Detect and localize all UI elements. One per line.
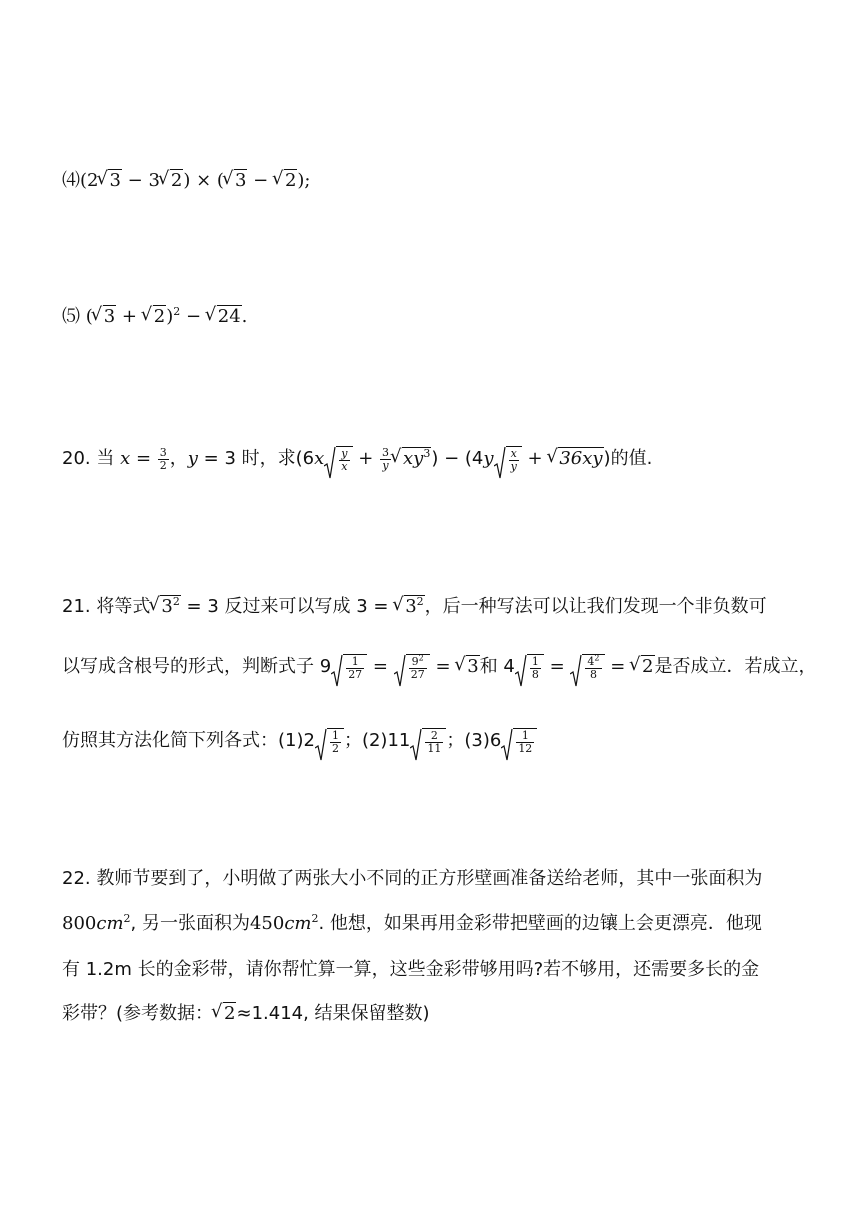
q21-sqrt-1-8: $\frac{1}{8}$ bbox=[515, 654, 544, 680]
q4-minus2: − bbox=[247, 170, 274, 191]
q21-sqrt-4sq-8: $\frac{4^2}{8}$ bbox=[570, 654, 604, 680]
q21-sqrt-1-27: $\frac{1}{27}$ bbox=[331, 654, 367, 680]
q5-close: ) bbox=[166, 306, 174, 327]
q20-plus: + bbox=[352, 448, 380, 470]
q5-plus: + bbox=[116, 306, 143, 327]
q4-sqrt2: √ 2 bbox=[160, 172, 183, 190]
q5-open: ( bbox=[80, 306, 93, 327]
question-22-line3 bbox=[62, 961, 759, 979]
q4-sqrt3b: √ 3 bbox=[224, 172, 247, 190]
q22-450: 450 bbox=[249, 913, 285, 934]
q5-sqrt24: √ 24 bbox=[207, 308, 242, 326]
question-22-line1 bbox=[62, 870, 762, 888]
q21-l3-a: 仿照其方法化简下列各式：(1)2 bbox=[62, 730, 315, 752]
q20-sqrt-xy3: √ $xy^3$ bbox=[392, 450, 431, 468]
q5-end: . bbox=[241, 306, 248, 327]
q22-l4-a: 彩带？(参考数据： bbox=[62, 1003, 214, 1024]
q20-x-fraction: $\frac{3}{2}$ bbox=[159, 446, 167, 472]
q5-sqrt3: √ 3 bbox=[93, 308, 116, 326]
q4-minus: − 3 bbox=[121, 170, 160, 191]
q4-sqrt2b: √ 2 bbox=[274, 172, 297, 190]
question-4 bbox=[62, 172, 310, 190]
q22-unit2: cm bbox=[284, 913, 312, 934]
q20-sqrt-frac3: $\frac{x}{y}$ bbox=[494, 446, 522, 472]
q4-close-times: ) × bbox=[183, 170, 212, 191]
q21-eq4: = bbox=[604, 656, 632, 678]
q4-label: ⑷ bbox=[62, 170, 80, 191]
question-21-line2 bbox=[62, 654, 817, 680]
q20-mid: ) − (4 bbox=[431, 448, 484, 470]
q20-sqrt-frac1: $\frac{y}{x}$ bbox=[324, 446, 352, 472]
question-21-line1 bbox=[62, 595, 767, 617]
question-5 bbox=[62, 305, 248, 327]
q21-sqrt3: √ 3 bbox=[456, 658, 479, 676]
q22-l2-b: , 另一张面积为 bbox=[130, 913, 250, 934]
q21-l1-b: = 3 反过来可以写成 3 = bbox=[180, 596, 395, 617]
q21-sqrt-2-11: $\frac{2}{11}$ bbox=[410, 728, 446, 754]
q20-x2: x bbox=[314, 448, 325, 470]
q21-eq1: = bbox=[367, 656, 394, 678]
q21-l3-c: ；(3)6 bbox=[446, 730, 502, 752]
q5-minus: − bbox=[180, 306, 207, 327]
q21-l1-c: ，后一种写法可以让我们发现一个非负数可 bbox=[424, 596, 767, 617]
q22-l1: 22. 教师节要到了，小明做了两张大小不同的正方形壁画准备送给老师，其中一张面积为 bbox=[62, 868, 763, 889]
q21-eq3: = bbox=[543, 656, 571, 678]
q20-x: x bbox=[120, 448, 131, 470]
q21-eq2: = bbox=[429, 656, 457, 678]
q20-eq: = bbox=[130, 448, 157, 470]
q21-sqrt-1-2: $\frac{1}{2}$ bbox=[315, 728, 344, 754]
q20-plus2: + bbox=[521, 448, 549, 470]
q21-sqrt-9sq-27: $\frac{9^2}{27}$ bbox=[394, 654, 430, 680]
q22-sqrt2: √ 2 bbox=[213, 1005, 236, 1023]
q20-number: 20. 当 bbox=[62, 448, 121, 470]
q5-sqrt2: √ 2 bbox=[143, 308, 166, 326]
q22-l4-b: ≈1.414, 结果保留整数) bbox=[236, 1003, 430, 1024]
q20-y2: y bbox=[483, 448, 494, 470]
q21-and: 和 4 bbox=[479, 656, 515, 678]
q21-l3-b: ；(2)11 bbox=[343, 730, 411, 752]
question-21-line3 bbox=[62, 728, 537, 754]
q20-eq2: = 3 时，求(6 bbox=[197, 448, 315, 470]
q20-sep: ， bbox=[169, 448, 188, 470]
q21-sqrt-1-12: $\frac{1}{12}$ bbox=[501, 728, 537, 754]
q20-frac2: $\frac{3}{y}$ bbox=[382, 446, 390, 472]
q21-l1-a: 21. 将等式 bbox=[62, 596, 151, 617]
q4-sqrt3: √ 3 bbox=[98, 172, 121, 190]
q5-square: 2 bbox=[173, 305, 181, 318]
q22-800: 800 bbox=[62, 913, 97, 934]
q20-end: )的值. bbox=[603, 448, 653, 470]
q21-l2-end: 是否成立．若成立， bbox=[654, 656, 817, 678]
q22-l3: 有 1.2m 长的金彩带，请你帮忙算一算，这些金彩带够用吗?若不够用，还需要多长的金 bbox=[62, 959, 760, 980]
question-22-line4 bbox=[62, 1005, 430, 1023]
q21-sqrt2: √ 2 bbox=[631, 658, 654, 676]
question-20 bbox=[62, 446, 652, 472]
q20-sqrt-36xy: √ 36xy bbox=[548, 450, 603, 468]
q22-unit1: cm bbox=[96, 913, 124, 934]
q4-open: ( bbox=[211, 170, 224, 191]
q21-sqrt-3sq: √ $3^2$ bbox=[150, 598, 180, 616]
q21-sqrt-3sq-b: √ $3^2$ bbox=[394, 598, 424, 616]
question-22-line2: $800cm^2$, 另一张面积为$450cm^2$. 他想，如果再用金彩带把壁画的边镶上会更漂亮．他现 bbox=[62, 912, 762, 934]
q21-l2-a: 以写成含根号的形式，判断式子 9 bbox=[62, 656, 332, 678]
q22-l2-d: . 他想，如果再用金彩带把壁画的边镶上会更漂亮．他现 bbox=[318, 913, 762, 934]
q4-end: ); bbox=[297, 170, 311, 191]
q5-label: ⑸ bbox=[62, 306, 80, 327]
q20-y: y bbox=[187, 448, 198, 470]
q4-expr-a: (2 bbox=[80, 170, 99, 191]
